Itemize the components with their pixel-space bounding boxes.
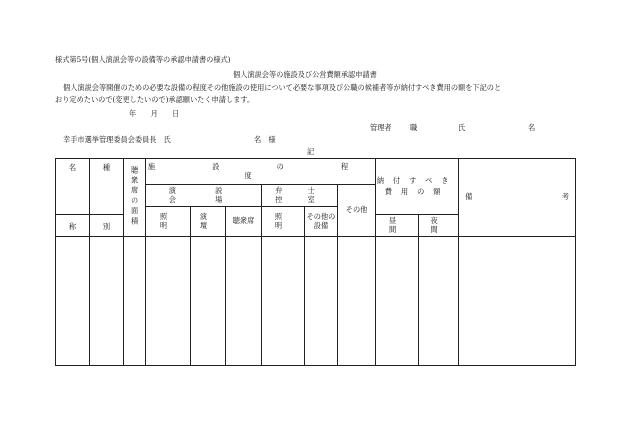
remarks-header: 備 考: [459, 159, 576, 237]
day-fee-cell[interactable]: [376, 237, 419, 366]
name-cell[interactable]: [56, 237, 90, 366]
day-header: 昼 間: [376, 215, 419, 237]
audience-seats-cell[interactable]: [226, 237, 262, 366]
type-header-bottom: 別: [90, 215, 124, 237]
name-header-top: 名: [56, 159, 90, 215]
date-line: 年 月 日: [129, 109, 180, 118]
addressee: 幸手市選挙管理委員会委員長 氏: [63, 135, 171, 144]
body-text-line1: 個人演説会等開催のための必要な設備の程度その他施設の使用について必要な事項及び公職の候補者等が納付すべき費用の額を下記のと: [63, 83, 502, 92]
audience-area-header: 聴衆席の面積: [124, 159, 146, 237]
other-equipment-header: その他の設備: [305, 207, 338, 237]
ki-label: 記: [307, 147, 315, 156]
lighting2-cell[interactable]: [262, 237, 305, 366]
venue-header: 演 説 会 場: [146, 185, 262, 207]
body-text-line2: おり定めたいので(変更したいので)承認願いたく申請します。: [55, 95, 255, 104]
form-number: 様式第5号(個人演説会等の設備等の承認申請書の様式): [55, 55, 231, 64]
stage-header: 演 壇: [191, 207, 226, 237]
stage-cell[interactable]: [191, 237, 226, 366]
other-equipment-cell[interactable]: [305, 237, 338, 366]
addressee-name: 名 様: [254, 135, 276, 144]
manager-name-label: 名: [528, 123, 536, 132]
other-cell[interactable]: [338, 237, 376, 366]
lighting-header: 照 明: [146, 207, 191, 237]
facility-degree-header: 施 設 の 程 度: [146, 159, 376, 185]
waiting-room-header: 弁 士 控 室: [262, 185, 338, 207]
lighting-cell[interactable]: [146, 237, 191, 366]
audience-seats-header: 聴衆席: [226, 207, 262, 237]
manager-title-label: 職: [410, 123, 418, 132]
type-cell[interactable]: [90, 237, 124, 366]
remarks-cell[interactable]: [459, 237, 576, 366]
manager-label: 管理者: [370, 123, 392, 132]
audience-area-cell[interactable]: [124, 237, 146, 366]
name-header-bottom: 称: [56, 215, 90, 237]
lighting2-header: 照 明: [262, 207, 305, 237]
type-header-top: 種: [90, 159, 124, 215]
entry-row: [56, 237, 576, 366]
document-title: 個人演説会等の施設及び公営費額承認申請書: [233, 70, 377, 79]
application-form-table: [55, 158, 576, 366]
other-header: その他: [338, 185, 376, 237]
fee-header: 納付すべき 費用の額: [376, 159, 459, 215]
night-header: 夜 間: [419, 215, 459, 237]
night-fee-cell[interactable]: [419, 237, 459, 366]
manager-surname-label: 氏: [458, 123, 466, 132]
